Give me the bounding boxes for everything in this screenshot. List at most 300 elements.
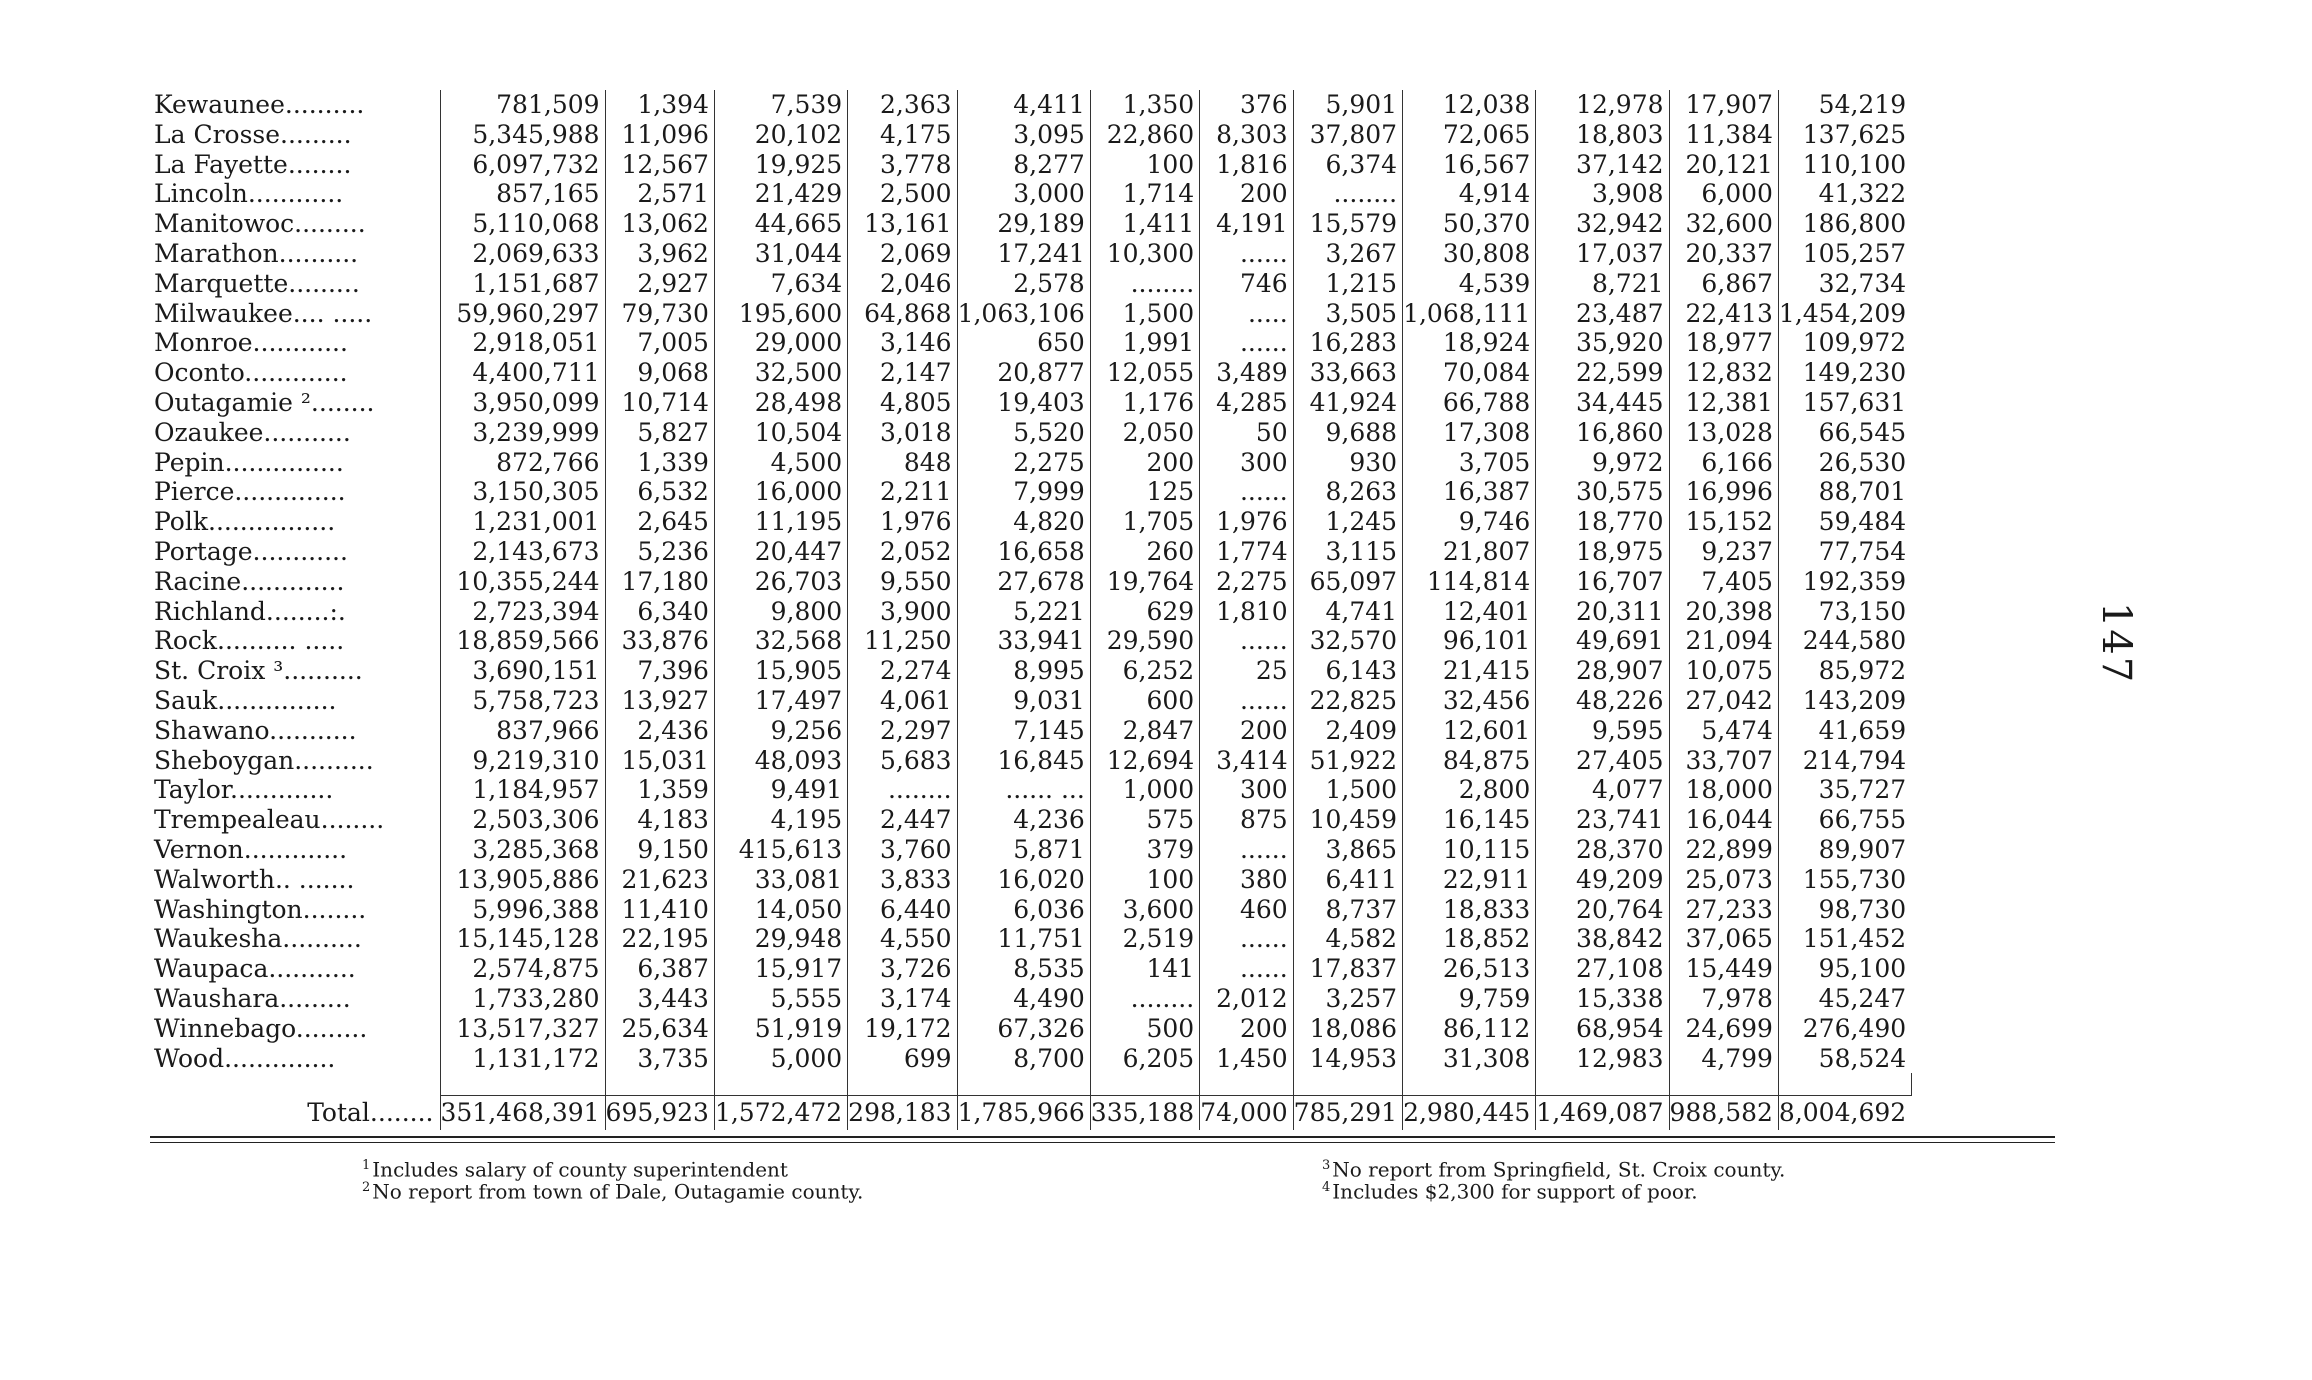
- value-cell: 699: [848, 1044, 957, 1074]
- value-cell: 49,209: [1536, 865, 1669, 895]
- value-cell: 1,176: [1090, 388, 1199, 418]
- value-cell: 68,954: [1536, 1014, 1669, 1044]
- value-cell: 37,807: [1293, 120, 1402, 150]
- table-row: [150, 388, 1911, 418]
- value-cell: 12,567: [605, 150, 714, 180]
- table-row: [150, 537, 1911, 567]
- spacer-cell: [440, 1073, 605, 1096]
- footnote-marker: 2: [362, 1180, 371, 1195]
- county-name-cell: Ozaukee...........: [150, 418, 440, 448]
- value-cell: 2,046: [848, 269, 957, 299]
- value-cell: 16,996: [1669, 477, 1778, 507]
- value-cell: 9,237: [1669, 537, 1778, 567]
- value-cell: 1,339: [605, 448, 714, 478]
- county-name-cell: Marathon..........: [150, 239, 440, 269]
- value-cell: 3,174: [848, 984, 957, 1014]
- value-cell: 4,285: [1200, 388, 1293, 418]
- table-row: [150, 418, 1911, 448]
- value-cell: 7,145: [957, 716, 1090, 746]
- value-cell: 32,942: [1536, 209, 1669, 239]
- county-name-cell: Lincoln............: [150, 179, 440, 209]
- value-cell: 1,714: [1090, 179, 1199, 209]
- value-cell: 28,498: [714, 388, 847, 418]
- value-cell: 9,688: [1293, 418, 1402, 448]
- value-cell: 6,143: [1293, 656, 1402, 686]
- value-cell: 9,491: [714, 775, 847, 805]
- value-cell: 5,520: [957, 418, 1090, 448]
- value-cell: 848: [848, 448, 957, 478]
- value-cell: 1,350: [1090, 90, 1199, 120]
- value-cell: 6,867: [1669, 269, 1778, 299]
- value-cell: 5,901: [1293, 90, 1402, 120]
- value-cell: 746: [1200, 269, 1293, 299]
- table-row: [150, 656, 1911, 686]
- table-row: [150, 507, 1911, 537]
- value-cell: 2,571: [605, 179, 714, 209]
- value-cell: 1,394: [605, 90, 714, 120]
- value-cell: 86,112: [1403, 1014, 1536, 1044]
- value-cell: 200: [1200, 1014, 1293, 1044]
- value-cell: ......: [1200, 328, 1293, 358]
- county-name-cell: Walworth.. .......: [150, 865, 440, 895]
- value-cell: 3,146: [848, 328, 957, 358]
- county-name-cell: Polk................: [150, 507, 440, 537]
- value-cell: 13,927: [605, 686, 714, 716]
- value-cell: 300: [1200, 775, 1293, 805]
- value-cell: 6,000: [1669, 179, 1778, 209]
- value-cell: 9,031: [957, 686, 1090, 716]
- value-cell: 4,191: [1200, 209, 1293, 239]
- value-cell: 5,827: [605, 418, 714, 448]
- value-cell: 2,980,445: [1403, 1096, 1536, 1131]
- value-cell: ......: [1200, 626, 1293, 656]
- value-cell: 13,161: [848, 209, 957, 239]
- value-cell: 6,097,732: [440, 150, 605, 180]
- value-cell: 30,575: [1536, 477, 1669, 507]
- county-name-cell: Waushara.........: [150, 984, 440, 1014]
- value-cell: 1,450: [1200, 1044, 1293, 1074]
- value-cell: 12,401: [1403, 597, 1536, 627]
- value-cell: 25,634: [605, 1014, 714, 1044]
- value-cell: 2,578: [957, 269, 1090, 299]
- value-cell: 22,195: [605, 924, 714, 954]
- county-statistics-table: [150, 90, 1912, 1130]
- value-cell: ......: [1200, 477, 1293, 507]
- value-cell: 32,500: [714, 358, 847, 388]
- county-name-cell: Milwaukee.... .....: [150, 299, 440, 329]
- value-cell: 2,050: [1090, 418, 1199, 448]
- value-cell: 9,256: [714, 716, 847, 746]
- footnote-marker: 1: [362, 1158, 371, 1173]
- value-cell: 6,166: [1669, 448, 1778, 478]
- value-cell: 66,545: [1818, 417, 1907, 447]
- value-cell: 2,519: [1090, 924, 1199, 954]
- value-cell: 12,694: [1090, 746, 1199, 776]
- value-cell: 8,004,692: [1778, 1096, 1911, 1131]
- value-cell: 10,300: [1090, 239, 1199, 269]
- value-cell: 20,121: [1669, 150, 1778, 180]
- table-row: [150, 805, 1911, 835]
- value-cell: ......: [1200, 686, 1293, 716]
- table-row: [150, 775, 1911, 805]
- value-cell: 11,384: [1669, 120, 1778, 150]
- spacer-cell: [605, 1073, 714, 1096]
- value-cell: 84,875: [1403, 746, 1536, 776]
- value-cell: 1,785,966: [957, 1096, 1090, 1131]
- value-cell: 15,579: [1293, 209, 1402, 239]
- footnote-2: [362, 1177, 863, 1203]
- value-cell: 5,236: [605, 537, 714, 567]
- value-cell: 12,601: [1403, 716, 1536, 746]
- value-cell: 9,550: [848, 567, 957, 597]
- value-cell: 23,741: [1536, 805, 1669, 835]
- value-cell: 33,081: [714, 865, 847, 895]
- value-cell: 1,774: [1200, 537, 1293, 567]
- table-row: [150, 895, 1911, 925]
- value-cell: 137,625: [1802, 119, 1907, 149]
- value-cell: 66,755: [1818, 805, 1907, 835]
- value-cell: 41,659: [1818, 715, 1907, 745]
- value-cell: 12,381: [1669, 388, 1778, 418]
- value-cell: 1,184,957: [440, 775, 605, 805]
- value-cell: 16,020: [957, 865, 1090, 895]
- county-name-cell: Marquette.........: [150, 269, 440, 299]
- value-cell: 18,086: [1293, 1014, 1402, 1044]
- value-cell: 34,445: [1536, 388, 1669, 418]
- value-cell: 2,447: [848, 805, 957, 835]
- value-cell: 33,941: [957, 626, 1090, 656]
- value-cell: 837,966: [440, 716, 605, 746]
- value-cell: 3,257: [1293, 984, 1402, 1014]
- value-cell: 35,920: [1536, 328, 1669, 358]
- value-cell: 300: [1200, 448, 1293, 478]
- value-cell: 629: [1090, 597, 1199, 627]
- value-cell: 4,175: [848, 120, 957, 150]
- value-cell: 1,469,087: [1536, 1096, 1669, 1131]
- county-name-cell: La Crosse.........: [150, 120, 440, 150]
- value-cell: 1,705: [1090, 507, 1199, 537]
- value-cell: 930: [1293, 448, 1402, 478]
- value-cell: 30,808: [1403, 239, 1536, 269]
- value-cell: 31,044: [714, 239, 847, 269]
- value-cell: 33,876: [605, 626, 714, 656]
- value-cell: 32,568: [714, 626, 847, 656]
- value-cell: 875: [1200, 805, 1293, 835]
- table-row: [150, 1014, 1911, 1044]
- value-cell: 16,044: [1669, 805, 1778, 835]
- value-cell: 15,031: [605, 746, 714, 776]
- value-cell: 15,449: [1669, 954, 1778, 984]
- value-cell: 27,233: [1669, 895, 1778, 925]
- value-cell: 1,151,687: [440, 269, 605, 299]
- value-cell: 48,093: [714, 746, 847, 776]
- footnote-text: No report from Springfield, St. Croix county.: [1332, 1157, 1786, 1182]
- value-cell: 74,000: [1200, 1096, 1293, 1131]
- value-cell: 15,145,128: [440, 924, 605, 954]
- value-cell: 157,631: [1802, 387, 1907, 417]
- value-cell: 1,500: [1293, 775, 1402, 805]
- value-cell: 21,429: [714, 179, 847, 209]
- value-cell: 200: [1200, 179, 1293, 209]
- value-cell: 143,209: [1802, 685, 1907, 715]
- value-cell: 3,865: [1293, 835, 1402, 865]
- county-name-cell: St. Croix ³..........: [150, 656, 440, 686]
- value-cell: 26,513: [1403, 954, 1536, 984]
- county-name-cell: Vernon.............: [150, 835, 440, 865]
- spacer-cell: [1200, 1073, 1293, 1096]
- value-cell: 575: [1090, 805, 1199, 835]
- value-cell: 73,150: [1818, 596, 1907, 626]
- value-cell: 9,759: [1403, 984, 1536, 1014]
- value-cell: 21,094: [1669, 626, 1778, 656]
- value-cell: 20,337: [1669, 239, 1778, 269]
- value-cell: 9,150: [605, 835, 714, 865]
- value-cell: 21,415: [1403, 656, 1536, 686]
- value-cell: 72,065: [1403, 120, 1536, 150]
- value-cell: 27,678: [957, 567, 1090, 597]
- value-cell: 1,810: [1200, 597, 1293, 627]
- county-name-cell: Outagamie ²........: [150, 388, 440, 418]
- value-cell: 17,241: [957, 239, 1090, 269]
- value-cell: 650: [957, 328, 1090, 358]
- value-cell: 27,042: [1669, 686, 1778, 716]
- table-row: [150, 835, 1911, 865]
- value-cell: 7,539: [714, 90, 847, 120]
- value-cell: 2,409: [1293, 716, 1402, 746]
- value-cell: 65,097: [1293, 567, 1402, 597]
- value-cell: 500: [1090, 1014, 1199, 1044]
- value-cell: 3,778: [848, 150, 957, 180]
- value-cell: 100: [1090, 150, 1199, 180]
- value-cell: 3,735: [605, 1044, 714, 1074]
- value-cell: 7,396: [605, 656, 714, 686]
- table-row: [150, 150, 1911, 180]
- value-cell: .....: [1200, 299, 1293, 329]
- value-cell: 13,062: [605, 209, 714, 239]
- value-cell: 41,924: [1293, 388, 1402, 418]
- value-cell: 32,570: [1293, 626, 1402, 656]
- value-cell: 17,037: [1536, 239, 1669, 269]
- value-cell: 20,398: [1669, 597, 1778, 627]
- value-cell: 89,907: [1818, 834, 1907, 864]
- table-row: [150, 626, 1911, 656]
- value-cell: 125: [1090, 477, 1199, 507]
- county-name-cell: Kewaunee..........: [150, 90, 440, 120]
- value-cell: 2,503,306: [440, 805, 605, 835]
- county-name-cell: La Fayette........: [150, 150, 440, 180]
- value-cell: ........: [1293, 179, 1402, 209]
- value-cell: 29,948: [714, 924, 847, 954]
- footnote-4: [1322, 1177, 1698, 1203]
- spacer-cell: [848, 1073, 957, 1096]
- value-cell: 7,005: [605, 328, 714, 358]
- page-number: 147: [2093, 601, 2140, 685]
- value-cell: 59,960,297: [440, 299, 605, 329]
- table-row: [150, 209, 1911, 239]
- value-cell: 3,489: [1200, 358, 1293, 388]
- value-cell: 51,919: [714, 1014, 847, 1044]
- value-cell: 66,788: [1403, 388, 1536, 418]
- value-cell: 1,063,106: [957, 299, 1090, 329]
- value-cell: 6,374: [1293, 150, 1402, 180]
- table-row: [150, 358, 1911, 388]
- value-cell: 98,730: [1818, 894, 1907, 924]
- value-cell: 5,345,988: [440, 120, 605, 150]
- value-cell: 50: [1200, 418, 1293, 448]
- value-cell: 50,370: [1403, 209, 1536, 239]
- value-cell: 2,574,875: [440, 954, 605, 984]
- value-cell: 2,211: [848, 477, 957, 507]
- table-row: [150, 90, 1911, 120]
- value-cell: 11,195: [714, 507, 847, 537]
- value-cell: 2,275: [1200, 567, 1293, 597]
- value-cell: 19,403: [957, 388, 1090, 418]
- value-cell: 1,733,280: [440, 984, 605, 1014]
- value-cell: 105,257: [1802, 238, 1907, 268]
- value-cell: 88,701: [1818, 477, 1907, 507]
- value-cell: 2,918,051: [440, 328, 605, 358]
- value-cell: 7,405: [1669, 567, 1778, 597]
- value-cell: 114,814: [1403, 567, 1536, 597]
- value-cell: 18,924: [1403, 328, 1536, 358]
- value-cell: 3,115: [1293, 537, 1402, 567]
- value-cell: 31,308: [1403, 1044, 1536, 1074]
- value-cell: 29,189: [957, 209, 1090, 239]
- value-cell: 24,699: [1669, 1014, 1778, 1044]
- value-cell: 85,972: [1818, 656, 1907, 686]
- value-cell: 5,871: [957, 835, 1090, 865]
- value-cell: 110,100: [1802, 149, 1907, 179]
- value-cell: 18,977: [1669, 328, 1778, 358]
- value-cell: 6,411: [1293, 865, 1402, 895]
- value-cell: 857,165: [440, 179, 605, 209]
- value-cell: ...... ...: [957, 775, 1090, 805]
- value-cell: 988,582: [1669, 1096, 1778, 1131]
- value-cell: 27,405: [1536, 746, 1669, 776]
- value-cell: 11,250: [848, 626, 957, 656]
- value-cell: 96,101: [1403, 626, 1536, 656]
- table-row: [150, 328, 1911, 358]
- value-cell: 1,411: [1090, 209, 1199, 239]
- value-cell: 8,995: [957, 656, 1090, 686]
- value-cell: 1,000: [1090, 775, 1199, 805]
- value-cell: 192,359: [1802, 566, 1907, 596]
- value-cell: 2,800: [1403, 775, 1536, 805]
- value-cell: 16,387: [1403, 477, 1536, 507]
- value-cell: 51,922: [1293, 746, 1402, 776]
- value-cell: 67,326: [957, 1014, 1090, 1044]
- value-cell: 1,976: [1200, 507, 1293, 537]
- table-row: [150, 597, 1911, 627]
- value-cell: 33,663: [1293, 358, 1402, 388]
- value-cell: 2,363: [848, 90, 957, 120]
- value-cell: 22,825: [1293, 686, 1402, 716]
- value-cell: 15,338: [1536, 984, 1669, 1014]
- value-cell: 1,131,172: [440, 1044, 605, 1074]
- value-cell: 1,245: [1293, 507, 1402, 537]
- table-bottom-rule: [150, 1136, 2055, 1138]
- value-cell: 195,600: [714, 299, 847, 329]
- value-cell: 49,691: [1536, 626, 1669, 656]
- value-cell: 20,764: [1536, 895, 1669, 925]
- value-cell: 2,275: [957, 448, 1090, 478]
- value-cell: 21,807: [1403, 537, 1536, 567]
- value-cell: 149,230: [1802, 358, 1907, 388]
- footnote-marker: 4: [1322, 1180, 1331, 1195]
- value-cell: 4,077: [1536, 775, 1669, 805]
- value-cell: 4,411: [957, 90, 1090, 120]
- value-cell: 2,297: [848, 716, 957, 746]
- value-cell: 376: [1200, 90, 1293, 120]
- value-cell: 70,084: [1403, 358, 1536, 388]
- value-cell: 186,800: [1802, 209, 1907, 239]
- spacer-cell: [1669, 1073, 1778, 1096]
- value-cell: 18,859,566: [440, 626, 605, 656]
- value-cell: 1,991: [1090, 328, 1199, 358]
- value-cell: 25,073: [1669, 865, 1778, 895]
- value-cell: 1,454,209: [1778, 298, 1907, 328]
- spacer-cell: [1536, 1073, 1669, 1096]
- value-cell: 6,036: [957, 895, 1090, 925]
- value-cell: 2,274: [848, 656, 957, 686]
- value-cell: 22,899: [1669, 835, 1778, 865]
- county-name-cell: Taylor.............: [150, 775, 440, 805]
- value-cell: 10,504: [714, 418, 847, 448]
- value-cell: 2,847: [1090, 716, 1199, 746]
- value-cell: 38,842: [1536, 924, 1669, 954]
- value-cell: 3,962: [605, 239, 714, 269]
- value-cell: 6,205: [1090, 1044, 1199, 1074]
- value-cell: 8,277: [957, 150, 1090, 180]
- value-cell: 17,497: [714, 686, 847, 716]
- value-cell: 4,799: [1669, 1044, 1778, 1074]
- value-cell: 14,050: [714, 895, 847, 925]
- value-cell: 785,291: [1293, 1096, 1402, 1131]
- value-cell: 18,975: [1536, 537, 1669, 567]
- value-cell: 16,707: [1536, 567, 1669, 597]
- value-cell: 8,737: [1293, 895, 1402, 925]
- value-cell: 26,530: [1818, 447, 1907, 477]
- county-name-cell: Pierce..............: [150, 477, 440, 507]
- value-cell: 4,183: [605, 805, 714, 835]
- value-cell: 460: [1200, 895, 1293, 925]
- value-cell: 58,524: [1818, 1043, 1907, 1073]
- spacer-cell: [1403, 1073, 1536, 1096]
- value-cell: 95,100: [1818, 954, 1907, 984]
- value-cell: 10,355,244: [440, 567, 605, 597]
- value-cell: 214,794: [1802, 745, 1907, 775]
- county-name-cell: Shawano...........: [150, 716, 440, 746]
- value-cell: 2,927: [605, 269, 714, 299]
- value-cell: 3,726: [848, 954, 957, 984]
- value-cell: 3,414: [1200, 746, 1293, 776]
- value-cell: 7,999: [957, 477, 1090, 507]
- value-cell: 100: [1090, 865, 1199, 895]
- table-row: [150, 239, 1911, 269]
- value-cell: 4,195: [714, 805, 847, 835]
- value-cell: 16,845: [957, 746, 1090, 776]
- value-cell: 6,387: [605, 954, 714, 984]
- value-cell: 4,061: [848, 686, 957, 716]
- county-name-cell: Monroe............: [150, 328, 440, 358]
- table-row: [150, 686, 1911, 716]
- table-row: [150, 746, 1911, 776]
- value-cell: 6,532: [605, 477, 714, 507]
- value-cell: 35,727: [1818, 775, 1907, 805]
- value-cell: 10,459: [1293, 805, 1402, 835]
- value-cell: 22,413: [1669, 299, 1778, 329]
- value-cell: 1,359: [605, 775, 714, 805]
